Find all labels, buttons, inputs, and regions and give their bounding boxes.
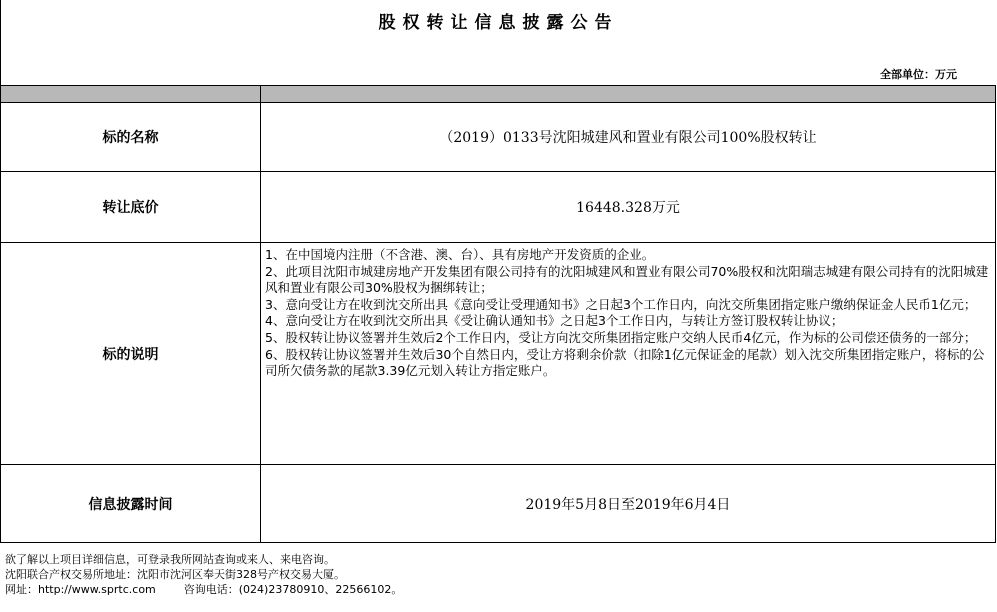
table-row-subject-name — [1, 103, 995, 172]
description-text — [265, 247, 991, 380]
row-value-disclosure-period: 2019年5月8日至2019年6月4日 — [525, 496, 731, 513]
table-row-reserve-price — [1, 172, 995, 243]
table-header-bar — [1, 86, 995, 103]
table-row-disclosure-period — [1, 465, 995, 542]
row-value-reserve-price: 16448.328万元 — [576, 200, 680, 216]
description-line: 3、意向受让方在收到沈交所出具《意向受让受理通知书》之日起3个工作日内，向沈交所集团指定账户缴纳保证金人民币1亿元； — [265, 296, 977, 312]
footer-notes — [5, 552, 402, 597]
table-row-subject-description — [1, 243, 995, 465]
phone-number: (024)23780910、22566102。 — [238, 583, 403, 596]
description-line: 6、股权转让协议签署并生效后30个自然日内，受让方将剩余价款（扣除1亿元保证金的尾款）划入沈交所集团指定账户，将标的公司所欠债务款的尾款3.39亿元划入转让方指定账户。 — [265, 346, 985, 379]
website-label: 网址： — [5, 583, 38, 596]
footer-address: 沈阳联合产权交易所地址：沈阳市沈河区奉天街328号产权交易大厦。 — [5, 568, 345, 581]
description-line: 4、意向受让方在收到沈交所出具《受让确认通知书》之日起3个工作日内，与转让方签订股权转让协议； — [265, 313, 844, 329]
description-line: 1、在中国境内注册（不含港、澳、台）、具有房地产开发资质的企业。 — [265, 247, 655, 262]
left-border-line — [0, 0, 1, 85]
website-link[interactable]: http://www.sprtc.com — [38, 583, 156, 596]
unit-note: 全部单位：万元 — [880, 68, 957, 81]
row-label-disclosure-period: 信息披露时间 — [1, 465, 261, 542]
row-label-subject-description: 标的说明 — [1, 243, 261, 464]
footer-inquiry-note: 欲了解以上项目详细信息，可登录我所网站查询或来人、来电咨询。 — [5, 553, 335, 566]
info-table — [0, 85, 996, 543]
description-line: 2、此项目沈阳市城建房地产开发集团有限公司持有的沈阳城建风和置业有限公司70%股权和沈阳瑞志城建有限公司持有的沈阳城建风和置业有限公司30%股权为捆绑转让； — [265, 263, 989, 296]
column-divider — [260, 86, 261, 102]
footer-contact — [5, 582, 402, 597]
document-title: 股权转让信息披露公告 — [378, 13, 619, 33]
row-value-subject-name: （2019）0133号沈阳城建风和置业有限公司100%股权转让 — [439, 130, 817, 146]
row-label-reserve-price: 转让底价 — [1, 172, 261, 242]
description-line: 5、股权转让协议签署并生效后2个工作日内，受让方向沈交所集团指定账户交纳人民币4亿元，作为标的公司偿还债务的一部分； — [265, 329, 977, 345]
phone-label: 咨询电话： — [183, 583, 239, 596]
row-label-subject-name: 标的名称 — [1, 103, 261, 171]
